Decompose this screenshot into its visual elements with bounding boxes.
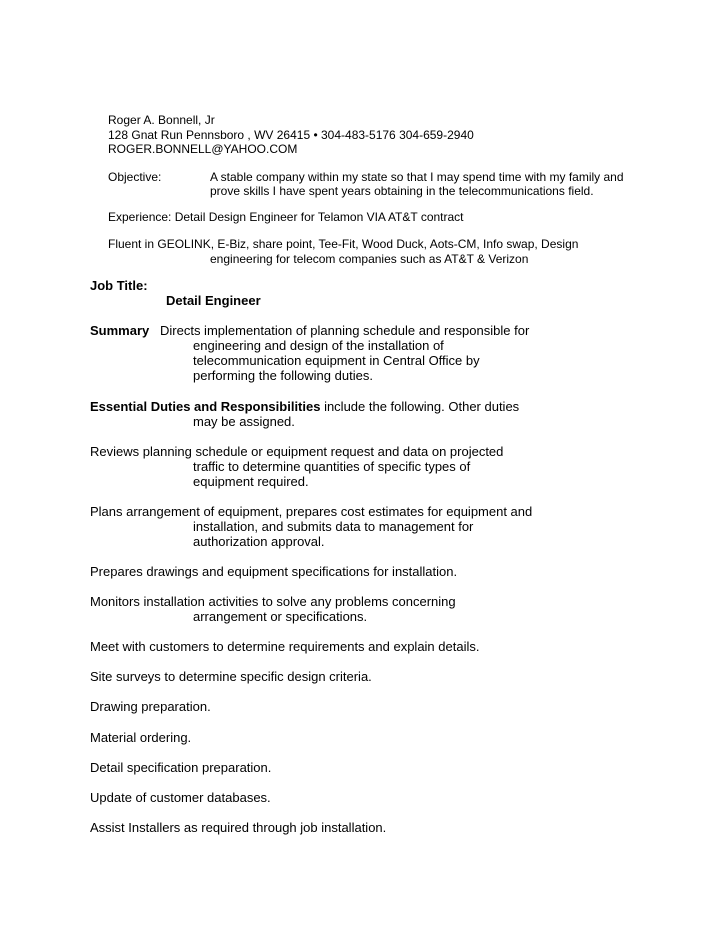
applicant-address: 128 Gnat Run Pennsboro , WV 26415 • 304-483-5176 304-659-2940 [108, 128, 474, 142]
duty-update-databases: Update of customer databases. [90, 790, 271, 805]
duty-plans-line-3: authorization approval. [193, 534, 325, 549]
job-title-value: Detail Engineer [166, 293, 261, 308]
duty-meet: Meet with customers to determine requirements and explain details. [90, 639, 480, 654]
fluent-line-2: engineering for telecom companies such as AT&T & Verizon [210, 252, 529, 266]
experience-line: Experience: Detail Design Engineer for Telamon VIA AT&T contract [108, 210, 464, 224]
duty-assist-installers: Assist Installers as required through job installation. [90, 820, 387, 835]
summary-line-3: telecommunication equipment in Central Office by [193, 353, 480, 368]
duty-prepares: Prepares drawings and equipment specifications for installation. [90, 564, 458, 579]
essential-duties-intro: include the following. Other duties [320, 399, 520, 414]
objective-text-line-1: A stable company within my state so that I may spend time with my family and [210, 170, 624, 184]
duty-monitors-line-1: Monitors installation activities to solve any problems concerning [90, 594, 456, 609]
duty-plans-line-1: Plans arrangement of equipment, prepares cost estimates for equipment and [90, 504, 533, 519]
job-title-label: Job Title: [90, 278, 148, 293]
summary-line-4: performing the following duties. [193, 368, 373, 383]
summary-label: Summary [90, 323, 150, 338]
duty-detail-spec: Detail specification preparation. [90, 760, 272, 775]
duty-reviews-line-3: equipment required. [193, 474, 309, 489]
essential-duties-heading: Essential Duties and Responsibilities [90, 399, 321, 414]
duty-drawing: Drawing preparation. [90, 699, 211, 714]
duty-reviews-line-2: traffic to determine quantities of specific types of [193, 459, 471, 474]
summary-line-2: engineering and design of the installation of [193, 338, 444, 353]
objective-text-line-2: prove skills I have spent years obtaining in the telecommunications field. [210, 184, 594, 198]
fluent-line-1: Fluent in GEOLINK, E-Biz, share point, Tee-Fit, Wood Duck, Aots-CM, Info swap, Design [108, 237, 579, 251]
duty-material: Material ordering. [90, 730, 192, 745]
essential-duties-line-2: may be assigned. [193, 414, 295, 429]
duty-plans-line-2: installation, and submits data to management for [193, 519, 474, 534]
objective-label: Objective: [108, 170, 162, 184]
essential-duties-line-1 [90, 399, 519, 414]
duty-reviews-line-1: Reviews planning schedule or equipment request and data on projected [90, 444, 504, 459]
applicant-email: ROGER.BONNELL@YAHOO.COM [108, 142, 298, 156]
applicant-name: Roger A. Bonnell, Jr [108, 113, 215, 127]
summary-line-1: Directs implementation of planning schedule and responsible for [160, 323, 530, 338]
duty-monitors-line-2: arrangement or specifications. [193, 609, 368, 624]
duty-site-surveys: Site surveys to determine specific design criteria. [90, 669, 372, 684]
